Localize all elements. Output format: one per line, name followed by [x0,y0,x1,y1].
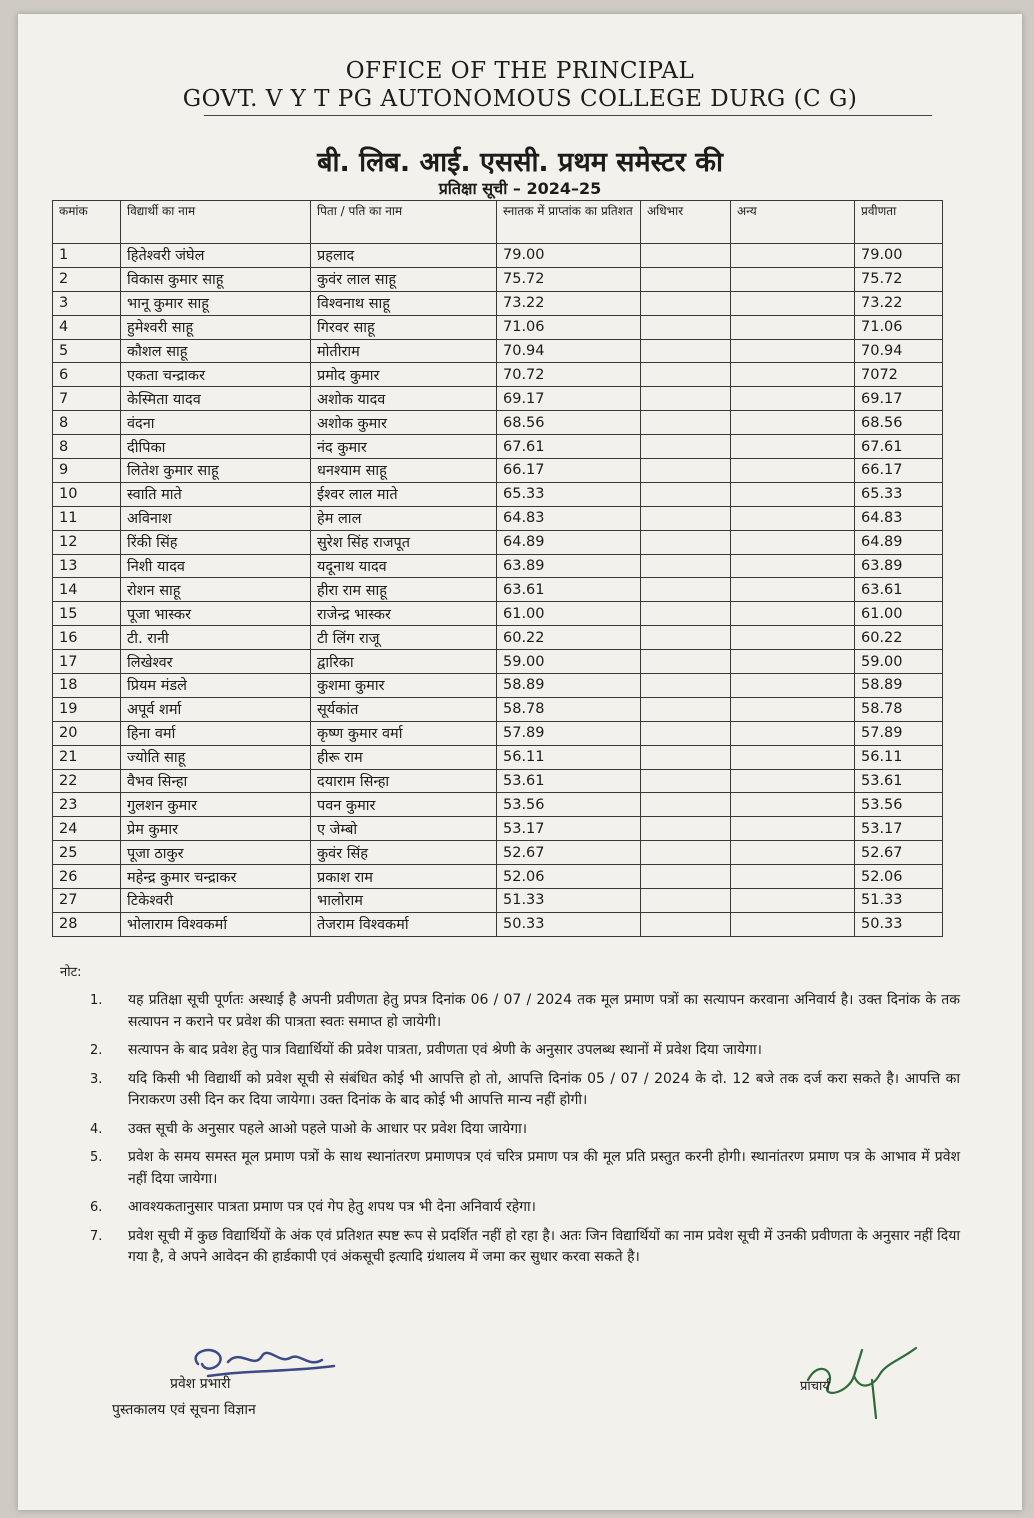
cell-sno: 13 [53,554,121,578]
cell-student-name: दीपिका [121,435,311,459]
table-row [53,578,943,602]
cell-anya [731,745,855,769]
cell-anya [731,530,855,554]
column-header-name: विद्यार्थी का नाम [121,201,311,244]
cell-merit: 63.89 [855,554,943,578]
cell-father-name: तेजराम विश्वकर्मा [311,912,497,936]
table-body [53,244,943,937]
cell-student-name: अविनाश [121,506,311,530]
document-page [18,14,1022,1510]
cell-student-name: हितेश्वरी जंघेल [121,244,311,268]
cell-sno: 6 [53,363,121,387]
cell-student-name: प्रियम मंडले [121,674,311,698]
cell-father-name: कृष्ण कुमार वर्मा [311,721,497,745]
cell-adhibhar [641,435,731,459]
cell-merit: 50.33 [855,912,943,936]
note-text: यह प्रतिक्षा सूची पूर्णतः अस्थाई है अपनी प्रवीणता हेतु प्रपत्र दिनांक 06 / 07 / 2024 तक मूल प्रमाण पत्रों का सत्यापन करवाना अनिवार्य है। उक्त दिनांक के तक सत्यापन न कराने पर प्रवेश की पात्रता स्वतः समाप्त हो जायेगी। [128,992,960,1030]
table-row [53,912,943,936]
cell-student-name: पूजा ठाकुर [121,841,311,865]
cell-adhibhar [641,817,731,841]
table-row [53,387,943,411]
cell-student-name: गुलशन कुमार [121,793,311,817]
cell-merit: 61.00 [855,602,943,626]
column-header-sno: कमांक [53,201,121,244]
cell-sno: 22 [53,769,121,793]
cell-sno: 14 [53,578,121,602]
cell-anya [731,578,855,602]
cell-sno: 19 [53,697,121,721]
cell-merit: 63.61 [855,578,943,602]
cell-percentage: 66.17 [497,459,641,483]
cell-sno: 15 [53,602,121,626]
cell-father-name: प्रहलाद [311,244,497,268]
cell-adhibhar [641,602,731,626]
cell-adhibhar [641,411,731,435]
cell-sno: 26 [53,865,121,889]
cell-father-name: धनश्याम साहू [311,459,497,483]
cell-percentage: 52.67 [497,841,641,865]
cell-student-name: हुमेश्वरी साहू [121,315,311,339]
cell-sno: 8 [53,411,121,435]
table-row [53,315,943,339]
cell-percentage: 56.11 [497,745,641,769]
cell-percentage: 51.33 [497,889,641,913]
cell-anya [731,435,855,459]
cell-anya [731,626,855,650]
note-item [80,1040,960,1062]
cell-merit: 66.17 [855,459,943,483]
note-item [80,1069,960,1112]
cell-anya [731,769,855,793]
cell-percentage: 68.56 [497,411,641,435]
cell-percentage: 65.33 [497,482,641,506]
cell-merit: 79.00 [855,244,943,268]
cell-adhibhar [641,267,731,291]
cell-adhibhar [641,244,731,268]
note-item [80,1197,960,1219]
office-heading: OFFICE OF THE PRINCIPAL [345,58,695,84]
cell-sno: 7 [53,387,121,411]
cell-sno: 5 [53,339,121,363]
cell-sno: 4 [53,315,121,339]
table-row [53,244,943,268]
table-row [53,602,943,626]
cell-percentage: 53.61 [497,769,641,793]
cell-student-name: कौशल साहू [121,339,311,363]
table-row [53,267,943,291]
cell-sno: 11 [53,506,121,530]
cell-father-name: दयाराम सिन्हा [311,769,497,793]
table-row [53,459,943,483]
document-subtitle: प्रतिक्षा सूची – 2024–25 [438,179,602,198]
cell-sno: 12 [53,530,121,554]
cell-merit: 59.00 [855,650,943,674]
note-text: सत्यापन के बाद प्रवेश हेतु पात्र विद्यार्थियों की प्रवेश पात्रता, प्रवीणता एवं श्रेणी के अनुसार उपलब्ध स्थानों में प्रवेश दिया जायेगा। [128,1042,762,1058]
cell-student-name: वंदना [121,411,311,435]
cell-anya [731,482,855,506]
cell-father-name: सूर्यकांत [311,697,497,721]
cell-sno: 3 [53,291,121,315]
cell-percentage: 63.89 [497,554,641,578]
cell-anya [731,411,855,435]
table-row [53,650,943,674]
cell-student-name: महेन्द्र कुमार चन्द्राकर [121,865,311,889]
cell-percentage: 60.22 [497,626,641,650]
cell-adhibhar [641,339,731,363]
cell-student-name: अपूर्व शर्मा [121,697,311,721]
table-row [53,291,943,315]
cell-merit: 64.83 [855,506,943,530]
cell-student-name: रिंकी सिंह [121,530,311,554]
cell-adhibhar [641,697,731,721]
cell-student-name: केस्मिता यादव [121,387,311,411]
cell-adhibhar [641,482,731,506]
cell-father-name: सुरेश सिंह राजपूत [311,530,497,554]
cell-father-name: हीरा राम साहू [311,578,497,602]
cell-merit: 51.33 [855,889,943,913]
table-row [53,674,943,698]
cell-merit: 65.33 [855,482,943,506]
cell-student-name: पूजा भास्कर [121,602,311,626]
cell-anya [731,387,855,411]
cell-father-name: कुशमा कुमार [311,674,497,698]
cell-percentage: 61.00 [497,602,641,626]
note-number: 2. [90,1043,103,1058]
cell-percentage: 58.78 [497,697,641,721]
cell-student-name: टी. रानी [121,626,311,650]
table-row [53,745,943,769]
document-title: बी. लिब. आई. एससी. प्रथम समेस्टर की [317,147,723,178]
cell-sno: 16 [53,626,121,650]
cell-adhibhar [641,363,731,387]
cell-father-name: अशोक कुमार [311,411,497,435]
cell-merit: 75.72 [855,267,943,291]
cell-merit: 60.22 [855,626,943,650]
note-number: 7. [90,1228,103,1244]
cell-anya [731,721,855,745]
cell-anya [731,889,855,913]
cell-father-name: हेम लाल [311,506,497,530]
cell-merit: 56.11 [855,745,943,769]
cell-percentage: 69.17 [497,387,641,411]
cell-percentage: 70.94 [497,339,641,363]
cell-merit: 73.22 [855,291,943,315]
cell-father-name: प्रमोद कुमार [311,363,497,387]
cell-sno: 10 [53,482,121,506]
cell-adhibhar [641,745,731,769]
cell-merit: 58.78 [855,697,943,721]
cell-father-name: नंद कुमार [311,435,497,459]
cell-percentage: 75.72 [497,267,641,291]
cell-merit: 53.56 [855,793,943,817]
header-rule [204,115,932,116]
table-row [53,697,943,721]
table-row [53,411,943,435]
column-header-anya: अन्य [731,201,855,244]
table-row [53,363,943,387]
cell-anya [731,650,855,674]
cell-father-name: मोतीराम [311,339,497,363]
cell-anya [731,674,855,698]
cell-father-name: ईश्वर लाल माते [311,482,497,506]
note-text: उक्त सूची के अनुसार पहले आओ पहले पाओ के आधार पर प्रवेश दिया जायेगा। [128,1120,528,1137]
cell-father-name: भालोराम [311,889,497,913]
note-number: 1. [90,993,103,1008]
cell-sno: 2 [53,267,121,291]
cell-sno: 8 [53,435,121,459]
cell-sno: 1 [53,244,121,268]
column-header-adhibhar: अधिभार [641,201,731,244]
cell-merit: 7072 [855,363,943,387]
table-row [53,506,943,530]
cell-father-name: ए जेम्बो [311,817,497,841]
cell-adhibhar [641,626,731,650]
cell-father-name: गिरवर साहू [311,315,497,339]
cell-percentage: 59.00 [497,650,641,674]
cell-student-name: निशी यादव [121,554,311,578]
cell-sno: 23 [53,793,121,817]
cell-father-name: हीरू राम [311,745,497,769]
cell-anya [731,793,855,817]
cell-merit: 52.06 [855,865,943,889]
table-row [53,435,943,459]
cell-anya [731,267,855,291]
cell-father-name: अशोक यादव [311,387,497,411]
incharge-title: प्रवेश प्रभारी [170,1376,231,1392]
cell-sno: 9 [53,459,121,483]
cell-sno: 21 [53,745,121,769]
table-row [53,793,943,817]
cell-sno: 17 [53,650,121,674]
cell-merit: 53.61 [855,769,943,793]
table-row [53,889,943,913]
table-row [53,769,943,793]
cell-anya [731,315,855,339]
cell-father-name: यदूनाथ यादव [311,554,497,578]
cell-adhibhar [641,650,731,674]
cell-merit: 71.06 [855,315,943,339]
cell-percentage: 73.22 [497,291,641,315]
cell-percentage: 50.33 [497,912,641,936]
cell-sno: 28 [53,912,121,936]
table-header-row [53,201,943,244]
table-row [53,339,943,363]
table-row [53,554,943,578]
cell-sno: 25 [53,841,121,865]
cell-percentage: 52.06 [497,865,641,889]
table-row [53,865,943,889]
cell-student-name: एकता चन्द्राकर [121,363,311,387]
cell-student-name: रोशन साहू [121,578,311,602]
cell-anya [731,912,855,936]
cell-student-name: ज्योति साहू [121,745,311,769]
note-number: 5. [90,1150,103,1165]
note-text: प्रवेश के समय समस्त मूल प्रमाण पत्रों के साथ स्थानांतरण प्रमाणपत्र एवं चरित्र प्रमाण पत्र की मूल प्रति प्रस्तुत करनी होगी। स्थानांतरण प्रमाण पत्र के आभाव में प्रवेश नहीं दिया जायेगा। [128,1149,960,1187]
cell-student-name: विकास कुमार साहू [121,267,311,291]
cell-father-name: राजेन्द्र भास्कर [311,602,497,626]
cell-father-name: द्वारिका [311,650,497,674]
cell-merit: 52.67 [855,841,943,865]
college-heading: GOVT. V Y T PG AUTONOMOUS COLLEGE DURG (C G) [182,86,858,112]
note-text: आवश्यकतानुसार पात्रता प्रमाण पत्र एवं गेप हेतु शपथ पत्र भी देना अनिवार्य रहेगा। [128,1199,536,1215]
column-header-father: पिता / पति का नाम [311,201,497,244]
cell-adhibhar [641,459,731,483]
cell-merit: 69.17 [855,387,943,411]
cell-student-name: स्वाति माते [121,482,311,506]
cell-father-name: प्रकाश राम [311,865,497,889]
note-number: 6. [90,1200,103,1215]
cell-anya [731,291,855,315]
cell-student-name: भानू कुमार साहू [121,291,311,315]
cell-anya [731,339,855,363]
cell-percentage: 63.61 [497,578,641,602]
cell-sno: 18 [53,674,121,698]
cell-father-name: विश्वनाथ साहू [311,291,497,315]
notes-label: नोट: [60,965,82,980]
cell-percentage: 67.61 [497,435,641,459]
cell-anya [731,459,855,483]
cell-percentage: 64.83 [497,506,641,530]
note-number: 3. [90,1071,103,1087]
note-item [80,1147,960,1190]
cell-adhibhar [641,578,731,602]
note-text: प्रवेश सूची में कुछ विद्यार्थियों के अंक एवं प्रतिशत स्पष्ट रूप से प्रदर्शित नहीं हो रहा है। अतः जिन विद्यार्थियों का नाम प्रवेश सूची में उनकी प्रवीणता के अनुसार नहीं दिया गया है, वे अपने आवेदन की हार्डकापी एवं अंकसूची इत्यादि ग्रंथालय में जमा कर सुधार करवा सकते है। [128,1227,960,1265]
table-row [53,841,943,865]
cell-student-name: हिना वर्मा [121,721,311,745]
cell-adhibhar [641,912,731,936]
cell-merit: 70.94 [855,339,943,363]
cell-percentage: 64.89 [497,530,641,554]
cell-percentage: 70.72 [497,363,641,387]
cell-anya [731,865,855,889]
cell-anya [731,244,855,268]
cell-adhibhar [641,291,731,315]
cell-sno: 24 [53,817,121,841]
cell-anya [731,554,855,578]
cell-percentage: 57.89 [497,721,641,745]
cell-anya [731,363,855,387]
cell-anya [731,506,855,530]
principal-title: प्राचार्य [800,1379,830,1394]
cell-merit: 57.89 [855,721,943,745]
cell-adhibhar [641,387,731,411]
note-item [80,1226,960,1269]
cell-percentage: 79.00 [497,244,641,268]
waiting-list-table [52,200,943,937]
cell-anya [731,697,855,721]
column-header-percentage: स्नातक में प्राप्तांक का प्रतिशत [497,201,641,244]
cell-adhibhar [641,315,731,339]
note-text: यदि किसी भी विद्यार्थी को प्रवेश सूची से संबंधित कोई भी आपत्ति हो तो, आपत्ति दिनांक 05 / 07 / 2024 के दो. 12 बजे तक दर्ज करा सकते है। आपत्ति का निराकरण उसी दिन कर दिया जायेगा। उक्त दिनांक के बाद कोई भी आपत्ति मान्य नहीं होगी। [128,1070,960,1108]
cell-adhibhar [641,769,731,793]
notes-list [80,990,960,1276]
cell-adhibhar [641,554,731,578]
column-header-merit: प्रवीणता [855,201,943,244]
cell-sno: 27 [53,889,121,913]
cell-adhibhar [641,721,731,745]
cell-student-name: टिकेश्वरी [121,889,311,913]
note-item [80,1119,960,1141]
cell-percentage: 58.89 [497,674,641,698]
cell-student-name: वैभव सिन्हा [121,769,311,793]
cell-anya [731,841,855,865]
cell-father-name: कुवंर लाल साहू [311,267,497,291]
cell-adhibhar [641,530,731,554]
cell-student-name: प्रेम कुमार [121,817,311,841]
cell-adhibhar [641,506,731,530]
table-row [53,530,943,554]
cell-percentage: 71.06 [497,315,641,339]
cell-merit: 67.61 [855,435,943,459]
cell-anya [731,602,855,626]
cell-merit: 58.89 [855,674,943,698]
cell-student-name: भोलाराम विश्वकर्मा [121,912,311,936]
cell-student-name: लिखेश्वर [121,650,311,674]
cell-adhibhar [641,889,731,913]
cell-merit: 68.56 [855,411,943,435]
table-row [53,721,943,745]
cell-father-name: पवन कुमार [311,793,497,817]
cell-percentage: 53.17 [497,817,641,841]
table-row [53,626,943,650]
cell-anya [731,817,855,841]
cell-student-name: लितेश कुमार साहू [121,459,311,483]
note-item [80,990,960,1033]
cell-adhibhar [641,793,731,817]
cell-father-name: कुवंर सिंह [311,841,497,865]
cell-sno: 20 [53,721,121,745]
table-row [53,482,943,506]
cell-merit: 64.89 [855,530,943,554]
cell-adhibhar [641,865,731,889]
cell-merit: 53.17 [855,817,943,841]
incharge-department: पुस्तकालय एवं सूचना विज्ञान [112,1402,256,1418]
cell-adhibhar [641,841,731,865]
cell-adhibhar [641,674,731,698]
table-row [53,817,943,841]
cell-percentage: 53.56 [497,793,641,817]
cell-father-name: टी लिंग राजू [311,626,497,650]
note-number: 4. [90,1121,103,1137]
